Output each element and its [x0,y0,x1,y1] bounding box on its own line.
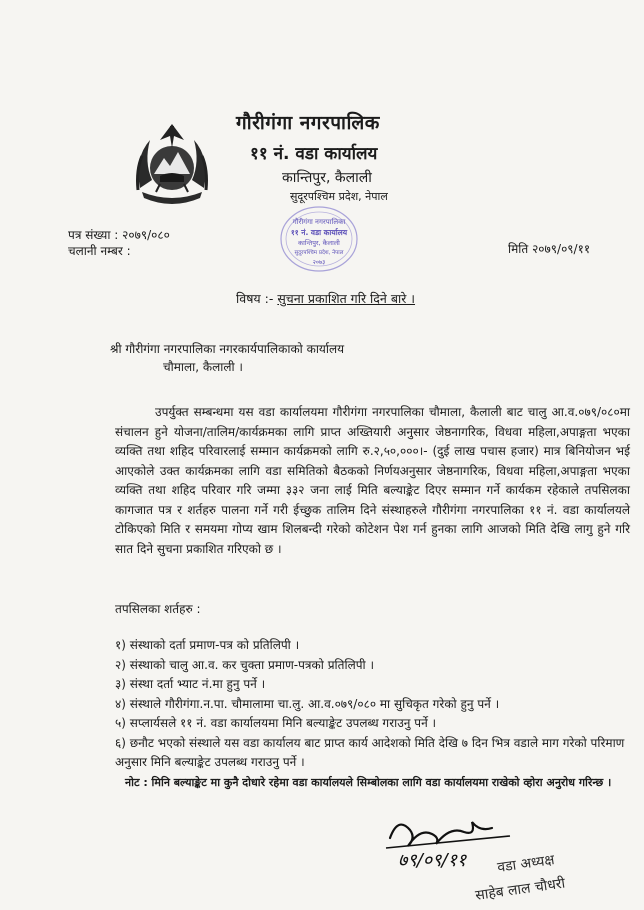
province-name: सुदूरपश्चिम प्रदेश, नेपाल [290,190,388,203]
stamp-line-3: कान्तिपुर, कैलाली [298,239,340,247]
signature-block [380,808,610,908]
signature-title: वडा अध्यक्ष [496,852,556,876]
stamp-line-4: सुदूरपश्चिम प्रदेश, नेपाल [294,250,344,256]
date-value: २०७९/०९/११ [532,242,591,256]
condition-item: ६) छनौट भएको संस्थाले यस वडा कार्यालय बाट प्राप्त कार्य आदेशको मिति देखि ७ दिन भित्र वडाले माग गरेको परिमाण अनुसार मिनि बल्याङ्केट उपलब्ध गराउनु पर्ने । [115,735,625,769]
condition-item: ५) सप्लार्यसले ११ नं. वडा कार्यालयमा मिनि बल्याङ्केट उपलब्ध गराउनु पर्ने । [115,716,437,730]
conditions-list [115,636,630,773]
dispatch-number-label: चलानी नम्बर : [68,244,131,258]
condition-item: १) संस्थाको दर्ता प्रमाण-पत्र को प्रतिलिपी । [115,638,300,652]
ward-office-title: ११ नं. वडा कार्यालय [250,144,378,164]
nepal-emblem-icon [130,118,214,206]
date-row [508,240,590,257]
subject-label: विषय :- [236,291,274,306]
office-stamp [278,204,360,274]
letter-number-label: पत्र संख्या : [68,228,119,242]
stamp-line-1: गौरीगंगा नगरपालिका [292,218,346,226]
signatory-name: साहेब लाल चौधरी [474,875,567,904]
signature-date: ७९/०९/११ [398,850,467,871]
notice-body: उपर्युक्त सम्बन्धमा यस वडा कार्यालयमा गौरीगंगा नगरपालिका चौमाला, कैलाली बाट चालु आ.व.०७९/०८०मा संचालन हुने योजना/तालिम/कार्यक्रमका लागि प्राप्त अख्तियारी अनुसार जेष्ठनागरिक, विधवा महिला,अपाङ्गता भएका व्यक्ति तथा शहिद परिवारलाई सम्मान कार्यक्रमको लागि रु.२,५०,०००।- (दुई लाख पचास हजार) मात्र बिनियोजन भई आएकोले उक्त कार्यक्रमका लागि वडा समितिको बैठकको निर्णयअनुसार जेष्ठनागरिक, विधवा महिला,अपाङ्गता भएका व्यक्ति तथा शहिद परिवार गरि जम्मा ३३२ जना लाई मिति बल्याङ्केट दिएर सम्मान गर्ने कार्यकम रहेकाले तपसिलका कागजात पत्र र शर्तहरु पालना गर्ने गरी ईच्छुक तालिम दिने संस्थाहरुले गौरीगंगा नगरपालिका ११ नं. वडा कार्यालयले टोकिएको मिति र समयमा गोप्य खाम शिलबन्दी गरेको कोटेशन पेश गर्न हुनका लागि आजको मिति देखि लागु हुने गरि सात दिने सुचना प्रकाशित गरिएको छ । [115,405,630,556]
subject-text: सुचना प्रकाशित गरि दिने बारे । [277,291,416,306]
org-name: गौरीगंगा नगरपालिक [236,112,380,134]
condition-item: ४) संस्थाले गौरीगंगा.न.पा. चौमालामा चा.लु. आ.व.०७९/०८० मा सुचिकृत गरेको हुनु पर्ने । [115,696,500,711]
letter-number-row [68,226,170,243]
recipient-line-1: श्री गौरीगंगा नगरपालिका नगरकार्यपालिकाको कार्यालय [110,342,345,356]
footnote: नोट : मिनि बल्याङ्केट मा कुनै दोधारे रहेमा वडा कार्यालयले सिम्बोलका लागि वडा कार्यालयमा राखेको व्होरा अनुरोध गरिन्छ । [125,776,612,789]
conditions-heading: तपसिलका शर्तहरु : [115,602,201,616]
office-location: कान्तिपुर, कैलाली [282,170,372,186]
condition-item: ३) संस्था दर्ता भ्याट नं.मा हुनु पर्ने । [115,677,266,691]
subject-line [236,290,415,307]
condition-item: २) संस्थाको चालु आ.व. कर चुक्ता प्रमाण-पत्रको प्रतिलिपी । [115,657,375,672]
date-label: मिति [508,242,529,256]
stamp-line-5: २०७३ [312,259,326,266]
stamp-line-2: ११ नं. वडा कार्यालय [290,228,348,237]
letter-number-value: २०७९/०८० [122,228,170,242]
recipient-line-2: चौमाला, कैलाली । [163,360,243,374]
